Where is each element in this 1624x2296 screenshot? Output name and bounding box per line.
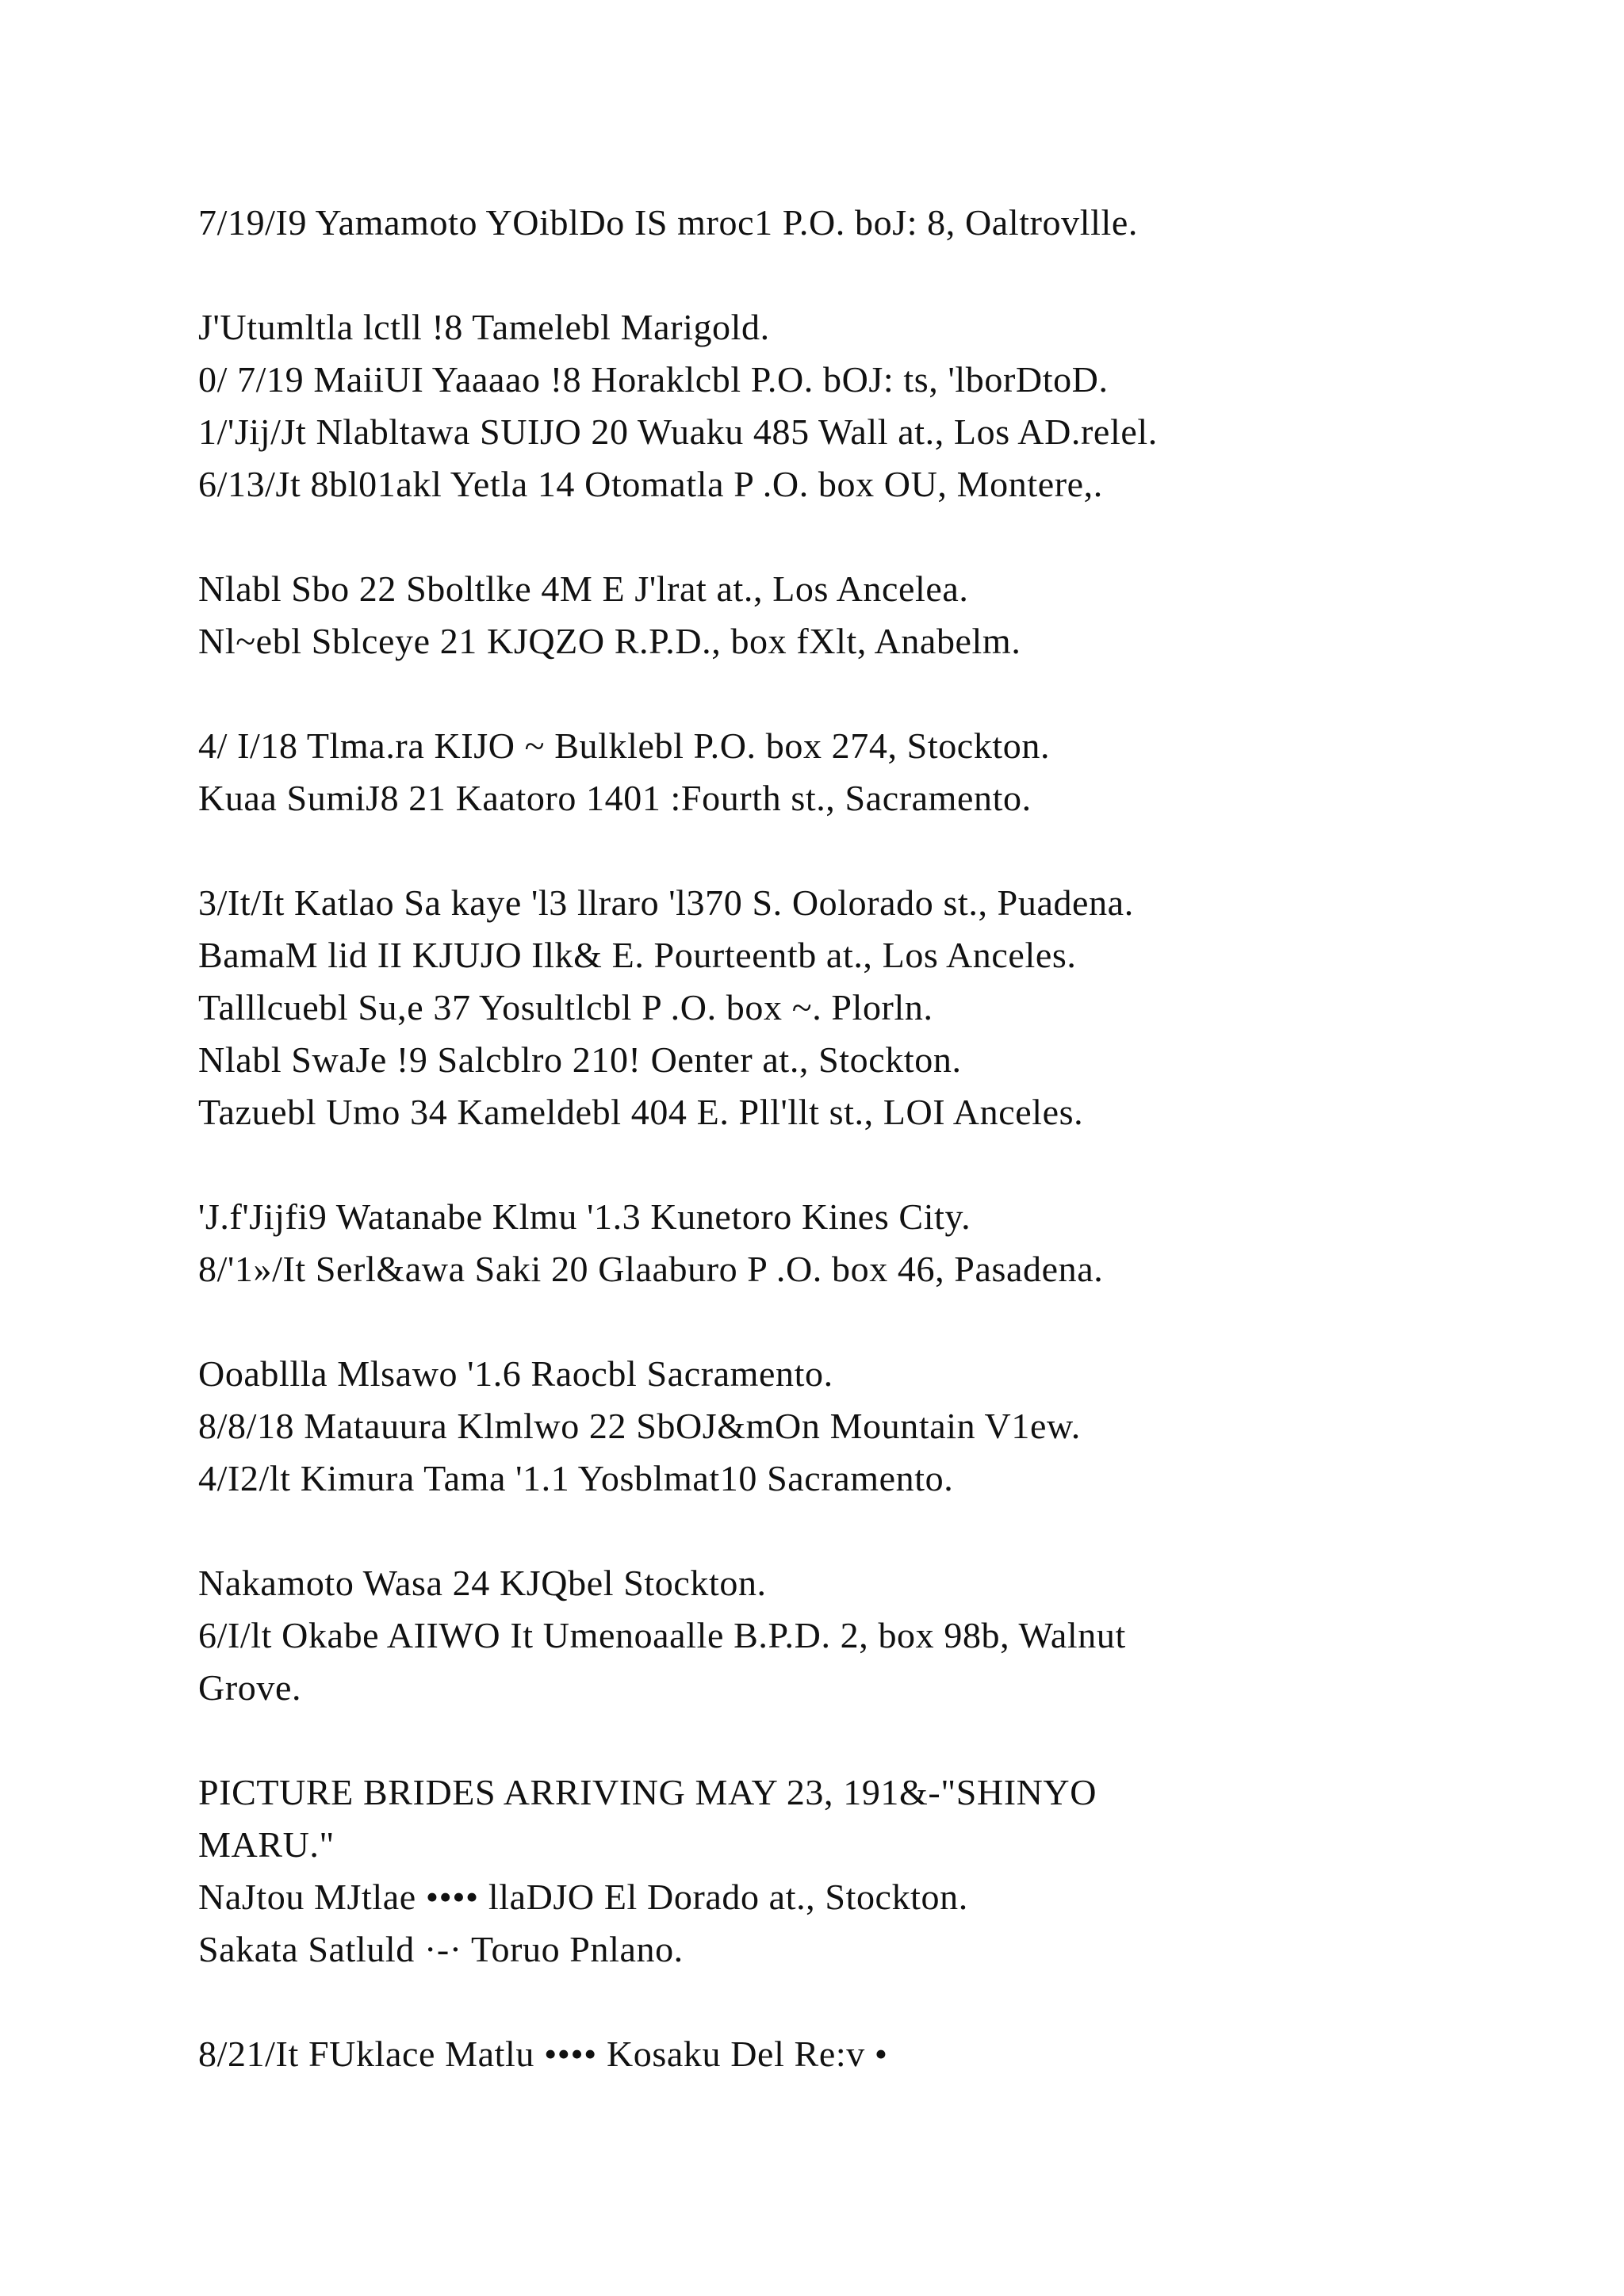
document-line: Kuaa SumiJ8 21 Kaatoro 1401 :Fourth st., Sacramento.	[198, 778, 1032, 818]
document-block	[198, 563, 1435, 668]
paragraph-gap	[198, 1295, 1435, 1348]
document-line: 8/8/18 Matauura Klmlwo 22 SbOJ&mOn Mountain V1ew.	[198, 1406, 1081, 1446]
document-line: Nakamoto Wasa 24 KJQbel Stockton.	[198, 1563, 767, 1603]
document-line: 0/ 7/19 MaiiUI Yaaaao !8 Horaklcbl P.O. bOJ: ts, 'lborDtoD.	[198, 359, 1109, 400]
paragraph-gap	[198, 249, 1435, 301]
document-block	[198, 1766, 1435, 1976]
document-block	[198, 1557, 1435, 1714]
document-line: Talllcuebl Su,e 37 Yosultlcbl P .O. box ~. Plorln.	[198, 987, 933, 1027]
document-line: Sakata Satluld ·-· Toruo Pnlano.	[198, 1929, 684, 1969]
document-line: NaJtou MJtlae •••• llaDJO El Dorado at., Stockton.	[198, 1877, 968, 1917]
document-line: J'Utumltla lctll !8 Tamelebl Marigold.	[198, 307, 770, 347]
document-line: 8/21/It FUklace Matlu •••• Kosaku Del Re:v •	[198, 2034, 888, 2074]
document-block	[198, 720, 1435, 825]
document-line: 1/'Jij/Jt Nlabltawa SUIJO 20 Wuaku 485 Wall at., Los AD.relel.	[198, 411, 1158, 452]
document-line: Grove.	[198, 1667, 302, 1708]
paragraph-gap	[198, 1714, 1435, 1766]
paragraph-gap	[198, 668, 1435, 720]
document-line: Nlabl Sbo 22 Sboltlke 4M E J'lrat at., Los Ancelea.	[198, 568, 969, 609]
document-line: 3/It/It Katlao Sa kaye 'l3 llraro 'l370 S. Oolorado st., Puadena.	[198, 882, 1134, 923]
section-heading: MARU."	[198, 1824, 335, 1865]
document-page	[198, 197, 1435, 2080]
document-block	[198, 301, 1435, 511]
paragraph-gap	[198, 1138, 1435, 1191]
paragraph-gap	[198, 1976, 1435, 2028]
document-line: 7/19/I9 Yamamoto YOiblDo IS mroc1 P.O. boJ: 8, Oaltrovllle.	[198, 202, 1138, 243]
document-line: Tazuebl Umo 34 Kameldebl 404 E. Pll'llt st., LOI Anceles.	[198, 1092, 1084, 1132]
document-line: BamaM lid II KJUJO Ilk& E. Pourteentb at., Los Anceles.	[198, 935, 1077, 975]
document-line: 4/I2/lt Kimura Tama '1.1 Yosblmat10 Sacramento.	[198, 1458, 954, 1498]
section-heading: PICTURE BRIDES ARRIVING MAY 23, 191&-"SHINYO	[198, 1772, 1097, 1812]
document-block	[198, 877, 1435, 1138]
paragraph-gap	[198, 1505, 1435, 1557]
document-line: Nlabl SwaJe !9 Salcblro 210! Oenter at., Stockton.	[198, 1039, 962, 1080]
document-line: 4/ I/18 Tlma.ra KIJO ~ Bulklebl P.O. box 274, Stockton.	[198, 725, 1051, 766]
document-block	[198, 1191, 1435, 1295]
document-block	[198, 2028, 1435, 2080]
document-line: 6/I/lt Okabe AIIWO It Umenoaalle B.P.D. 2, box 98b, Walnut	[198, 1615, 1126, 1655]
document-line: Nl~ebl Sblceye 21 KJQZO R.P.D., box fXlt, Anabelm.	[198, 621, 1021, 661]
document-block	[198, 1348, 1435, 1505]
document-line: 'J.f'Jijfi9 Watanabe Klmu '1.3 Kunetoro Kines City.	[198, 1196, 971, 1237]
paragraph-gap	[198, 511, 1435, 563]
document-block	[198, 197, 1435, 249]
document-line: 6/13/Jt 8bl01akl Yetla 14 Otomatla P .O. box OU, Montere,.	[198, 464, 1103, 504]
document-line: Ooabllla Mlsawo '1.6 Raocbl Sacramento.	[198, 1353, 833, 1394]
paragraph-gap	[198, 825, 1435, 877]
document-line: 8/'1»/It Serl&awa Saki 20 Glaaburo P .O. box 46, Pasadena.	[198, 1249, 1104, 1289]
